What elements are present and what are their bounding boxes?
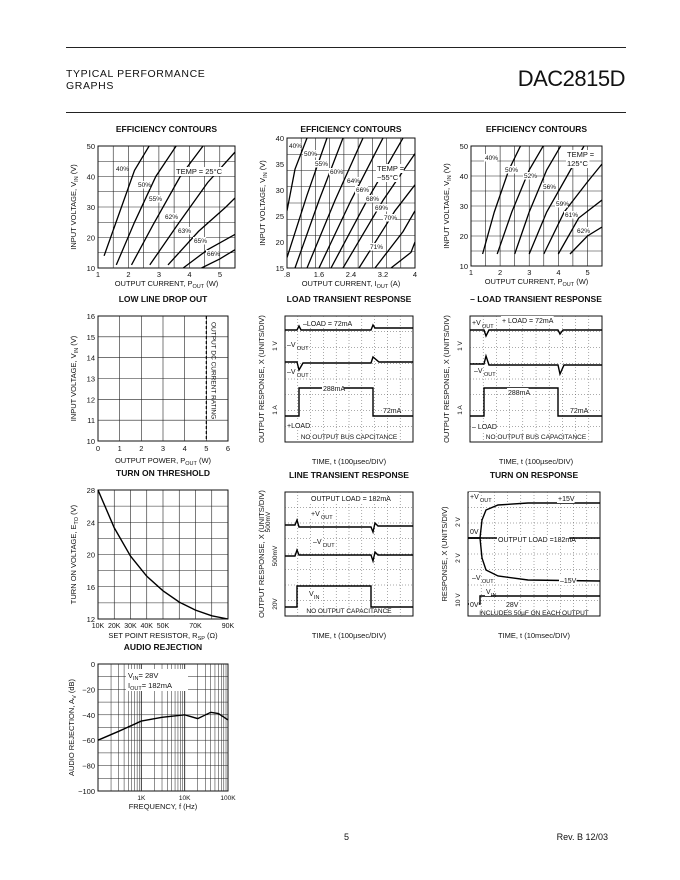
y-axis-label-unit: (V) [69,164,78,177]
contour-label: 65% [194,238,208,245]
temp-label: TEMP = 25°C [176,167,223,176]
x-tick-label: 30K [124,623,137,630]
scope-trace [285,550,413,561]
x-tick-label: 90K [221,623,235,630]
scope-label: NO OUTPUT BUS CAPACITANCE [485,434,587,441]
contour-label: 70% [384,215,398,222]
graph-g6 [442,294,602,466]
graph-g2 [258,124,417,290]
scale-label: 10 V [455,593,462,607]
x-tick-label: 70K [189,623,202,630]
y-axis-label: RESPONSE, X (UNITS/DIV) [440,506,449,602]
scope-label: +V [470,494,479,501]
y-axis-label-unit: (V) [442,163,451,176]
temp-label: TEMP = [377,164,405,173]
x-axis-label-unit: (W) [574,277,589,286]
scope-label: 288mA [323,386,346,393]
scope-label: 288mA [508,390,531,397]
temp-label: 125°C [567,159,588,168]
y-tick-label: 50 [86,142,95,151]
contour-label: 64% [347,178,361,185]
scope-label: 72mA [570,408,589,415]
y-axis-label [442,163,453,249]
y-axis-label-sub: TO [74,516,80,525]
y-tick-label: 40 [86,172,95,182]
contour-label: 55% [315,161,329,168]
y-tick-label: −20 [82,685,95,695]
vin-label-v: V [128,671,134,680]
y-tick-label: 28 [86,486,95,495]
x-axis-label-main: SET POINT RESISTOR, R [108,631,198,640]
y-tick-label: 15 [275,264,284,273]
y-tick-label: 40 [275,134,284,143]
y-tick-label: 12 [86,395,95,405]
x-axis-label-unit: (W) [204,279,219,288]
y-axis-label-unit: (V) [69,504,78,517]
y-axis-label [258,160,269,246]
y-axis-label [69,504,80,604]
graph-title: EFFICIENCY CONTOURS [485,124,588,134]
contour-label: 62% [165,214,179,221]
scope-label: –V [287,342,296,349]
y-tick-label: 20 [86,233,95,243]
x-axis-label: TIME, t (10msec/DIV) [497,631,571,640]
scope-label: +V [472,320,481,327]
contour-label: 50% [304,151,318,158]
scale-label: 500mV [272,545,279,567]
x-tick-label: 4 [412,270,418,279]
contour-label: 50% [505,167,519,174]
y-axis-label: OUTPUT RESPONSE, X (UNITS/DIV) [257,315,266,443]
x-tick-label: 50K [156,623,170,630]
x-axis-label-sub: OUT [192,284,205,290]
y-axis-label-main: INPUT VOLTAGE, V [69,181,78,250]
contour-line [132,140,208,265]
contour-label: 61% [565,212,579,219]
x-tick-label: 3 [527,268,532,277]
y-tick-label: 40 [459,172,468,181]
scope-label: +15V [558,496,575,503]
graph-g8 [257,470,413,640]
x-tick-label: 4 [187,270,192,279]
x-axis-label: TIME, t (100µsec/DIV) [311,457,387,466]
y-tick-label: 50 [459,142,468,151]
y-tick-label: 20 [459,232,468,241]
y-tick-label: 30 [459,202,468,211]
contour-label: 40% [116,166,130,173]
contour-label: 56% [543,184,557,191]
x-axis-label [302,279,401,290]
scope-label: OUT [297,373,309,379]
x-tick-label: 5 [585,268,590,277]
part-number: DAC2815D [517,66,625,91]
scale-label: 2 V [455,553,462,563]
y-axis-label-main: TURN ON VOLTAGE, E [69,524,78,605]
scope-label: –15V [560,578,577,585]
y-axis-label [69,335,80,421]
x-tick-label: 3 [160,444,166,453]
scope-label: IN [314,595,320,601]
graph-title: EFFICIENCY CONTOURS [115,124,218,134]
y-tick-label: 15 [86,332,95,342]
scale-label: 1 V [272,341,279,351]
y-tick-label: 16 [86,582,95,592]
y-axis-label-sub: IN [447,175,453,181]
scope-label: OUT [480,498,492,504]
graph-title: LOW LINE DROP OUT [118,294,208,304]
graph-title: – LOAD TRANSIENT RESPONSE [470,294,602,304]
graph-g9 [440,470,600,640]
section-title-line1: TYPICAL PERFORMANCE [66,68,206,80]
x-axis-label-unit: (A) [388,279,401,288]
scale-label: 500mV [265,511,272,533]
rating-label: OUTPUT DC CURRENT RATING [209,322,217,420]
x-tick-label: 2.4 [345,270,357,279]
y-tick-label: 30 [275,186,284,195]
x-axis-label-sub: OUT [376,284,389,290]
contour-line [515,140,565,254]
y-axis-label-main: INPUT VOLTAGE, V [258,177,267,246]
x-tick-label: 5 [217,270,223,279]
scope-trace [468,538,600,581]
temp-label: TEMP = [567,150,595,159]
y-tick-label: −60 [82,736,95,746]
x-axis-label-main: OUTPUT CURRENT, P [484,277,563,286]
scale-label: 1 V [457,341,464,351]
contour-label: 52% [524,173,538,180]
scope-label: –V [474,368,483,375]
contour-label: 62% [577,228,591,235]
contour-label: 50% [138,182,152,189]
iout-label-i: I [128,681,131,690]
scope-label: OUT [297,346,309,352]
x-tick-label: 10K [91,623,105,630]
x-tick-label: 6 [225,444,231,453]
x-tick-label: 1.6 [313,270,325,279]
x-axis-label: TIME, t (100µsec/DIV) [311,631,387,640]
x-tick-label: 100K [220,795,236,802]
y-tick-label: 10 [86,264,95,273]
scope-label: + LOAD = 72mA [502,318,554,325]
y-axis-label-sub: IN [74,176,80,182]
x-axis-label [115,456,212,467]
y-axis-label: OUTPUT RESPONSE, X (UNITS/DIV) [442,315,451,443]
y-tick-label: 24 [86,518,95,528]
x-axis-label [485,277,589,288]
x-tick-label: 4 [556,268,561,277]
scope-label: –V [287,369,296,376]
vin-label-sub: IN [133,676,139,682]
graph-title: LOAD TRANSIENT RESPONSE [286,294,412,304]
contour-label: 55% [149,196,163,203]
y-tick-label: −80 [82,761,95,771]
scope-label: IN [491,593,497,599]
x-axis-label-sub: SP [197,636,205,642]
graph-g3 [442,124,602,288]
x-tick-label: 1 [468,268,474,277]
x-axis-label-sub: OUT [185,461,197,467]
y-tick-label: 14 [86,353,95,363]
graph-title: TURN ON THRESHOLD [116,468,210,478]
x-tick-label: 40K [140,623,153,630]
y-tick-label: 10 [459,262,468,271]
x-tick-label: .8 [283,270,291,279]
x-axis-label-sub: OUT [562,282,575,288]
page-number: 5 [344,832,350,842]
graph-g4 [69,294,230,467]
scale-label: 20V [272,598,279,610]
y-tick-label: 20 [86,550,95,560]
y-axis-label-sub: IN [263,172,269,178]
contour-label: 71% [370,244,384,251]
y-axis-label-main: INPUT VOLTAGE, V [69,353,78,422]
vin-label-val: = 28V [138,671,159,680]
iout-label-sub: OUT [130,686,142,692]
graph-title: TURN ON RESPONSE [489,470,579,480]
scope-label: OUT [323,543,335,549]
x-axis-label-main: OUTPUT POWER, P [114,456,186,465]
scope-label: 0V [470,529,479,536]
scope-label: +V [311,511,320,518]
y-tick-label: −100 [78,787,95,796]
x-axis-label-unit: (W) [196,456,212,465]
scope-label: OUTPUT LOAD =182mA [498,537,576,544]
contour-label: 40% [485,155,499,162]
scope-label: OUT [484,372,496,378]
scope-trace [470,330,602,336]
y-axis-label [67,678,78,776]
graph-title: LINE TRANSIENT RESPONSE [289,470,409,480]
graph-g10 [67,642,236,811]
x-tick-label: 2 [498,268,503,277]
x-axis-label [108,631,218,642]
scope-label: –V [313,539,322,546]
scope-trace [468,503,600,538]
contour-label: 69% [375,205,389,212]
contour-label: 66% [356,187,370,194]
scale-label: 1 A [457,405,464,415]
y-tick-label: −40 [82,710,95,720]
scope-label: OUT [482,579,494,585]
x-axis-label: TIME, t (100µsec/DIV) [498,457,574,466]
x-tick-label: 1 [95,270,101,279]
scope-label: NO OUTPUT BUS CAPCITANCE [300,434,398,441]
contour-line [497,140,547,254]
y-tick-label: 10 [86,437,95,446]
y-tick-label: 13 [86,374,95,384]
y-tick-label: 30 [86,203,95,212]
y-axis-label [69,164,80,250]
scope-label: OUTPUT LOAD = 182mA [311,496,391,503]
y-tick-label: 11 [87,416,95,426]
revision-date: Rev. B 12/03 [556,832,608,842]
contour-label: 68% [366,196,380,203]
y-tick-label: 16 [86,312,95,321]
scope-label: INCLUDES 50µF ON EACH OUTPUT [479,610,589,617]
x-tick-label: 1 [117,444,122,453]
scale-label: 1 A [272,405,279,415]
scope-label: NO OUTPUT CAPACITANCE [306,608,392,615]
x-tick-label: 3.2 [377,270,389,279]
scope-label: 28V [506,602,519,609]
contour-label: 63% [178,228,192,235]
y-axis-label-unit: (dB) [67,678,76,696]
scope-label: V [486,589,491,596]
y-tick-label: 0 [90,660,95,669]
x-tick-label: 3 [156,270,162,279]
scope-label: 0V [470,602,479,609]
contour-label: 40% [289,143,303,150]
x-axis-label-main: OUTPUT CURRENT, P [114,279,193,288]
y-axis-label-unit: (V) [258,160,267,173]
x-tick-label: 5 [204,444,209,453]
x-tick-label: 2 [126,270,131,279]
scale-label: 2 V [455,517,462,527]
scope-label: 72mA [383,408,402,415]
y-axis-label-main: INPUT VOLTAGE, V [442,180,451,249]
x-axis-label-unit: (Ω) [204,631,218,640]
x-tick-label: 0 [95,444,101,453]
y-tick-label: 20 [275,238,284,247]
y-axis-label-sub: V [72,695,78,699]
scope-label: +LOAD [287,423,311,430]
x-axis-label [115,279,219,290]
scope-label: V [309,591,314,598]
x-axis-label-main: OUTPUT CURRENT, I [301,279,377,288]
rejection-curve [98,712,228,740]
y-tick-label: 12 [86,615,95,624]
section-title-line2: GRAPHS [66,80,114,92]
temp-label: −55°C [377,173,399,182]
contour-line [391,242,415,268]
iout-label-val: = 182mA [141,681,172,690]
scope-label: – LOAD [472,424,497,431]
x-tick-label: 2 [139,444,144,453]
graph-title: EFFICIENCY CONTOURS [300,124,402,134]
y-tick-label: 25 [275,212,284,221]
contour-label: 59% [556,201,570,208]
graph-g7 [69,468,235,642]
x-tick-label: 20K [108,623,121,630]
scope-label: –LOAD = 72mA [303,321,353,328]
y-axis-label-main: AUDIO REJECTION, A [67,698,76,777]
contour-label: 66% [207,251,221,258]
x-tick-label: 10K [178,795,191,802]
y-axis-label-sub: IN [74,347,80,354]
y-tick-label: 35 [275,160,284,169]
x-tick-label: 1K [137,795,146,802]
graph-g1 [69,124,235,290]
contour-label: 60% [330,169,344,176]
scope-label: OUT [482,324,494,330]
scope-label: –V [472,575,481,582]
graph-g5 [257,294,413,466]
x-axis-label: FREQUENCY, f (Hz) [128,802,198,811]
y-axis-label-unit: (V) [69,335,78,348]
scope-label: OUT [321,515,333,521]
graph-title: AUDIO REJECTION [123,642,203,652]
x-tick-label: 4 [182,444,187,453]
y-axis-label: OUTPUT RESPONSE, X (UNITS/DIV) [257,490,266,618]
